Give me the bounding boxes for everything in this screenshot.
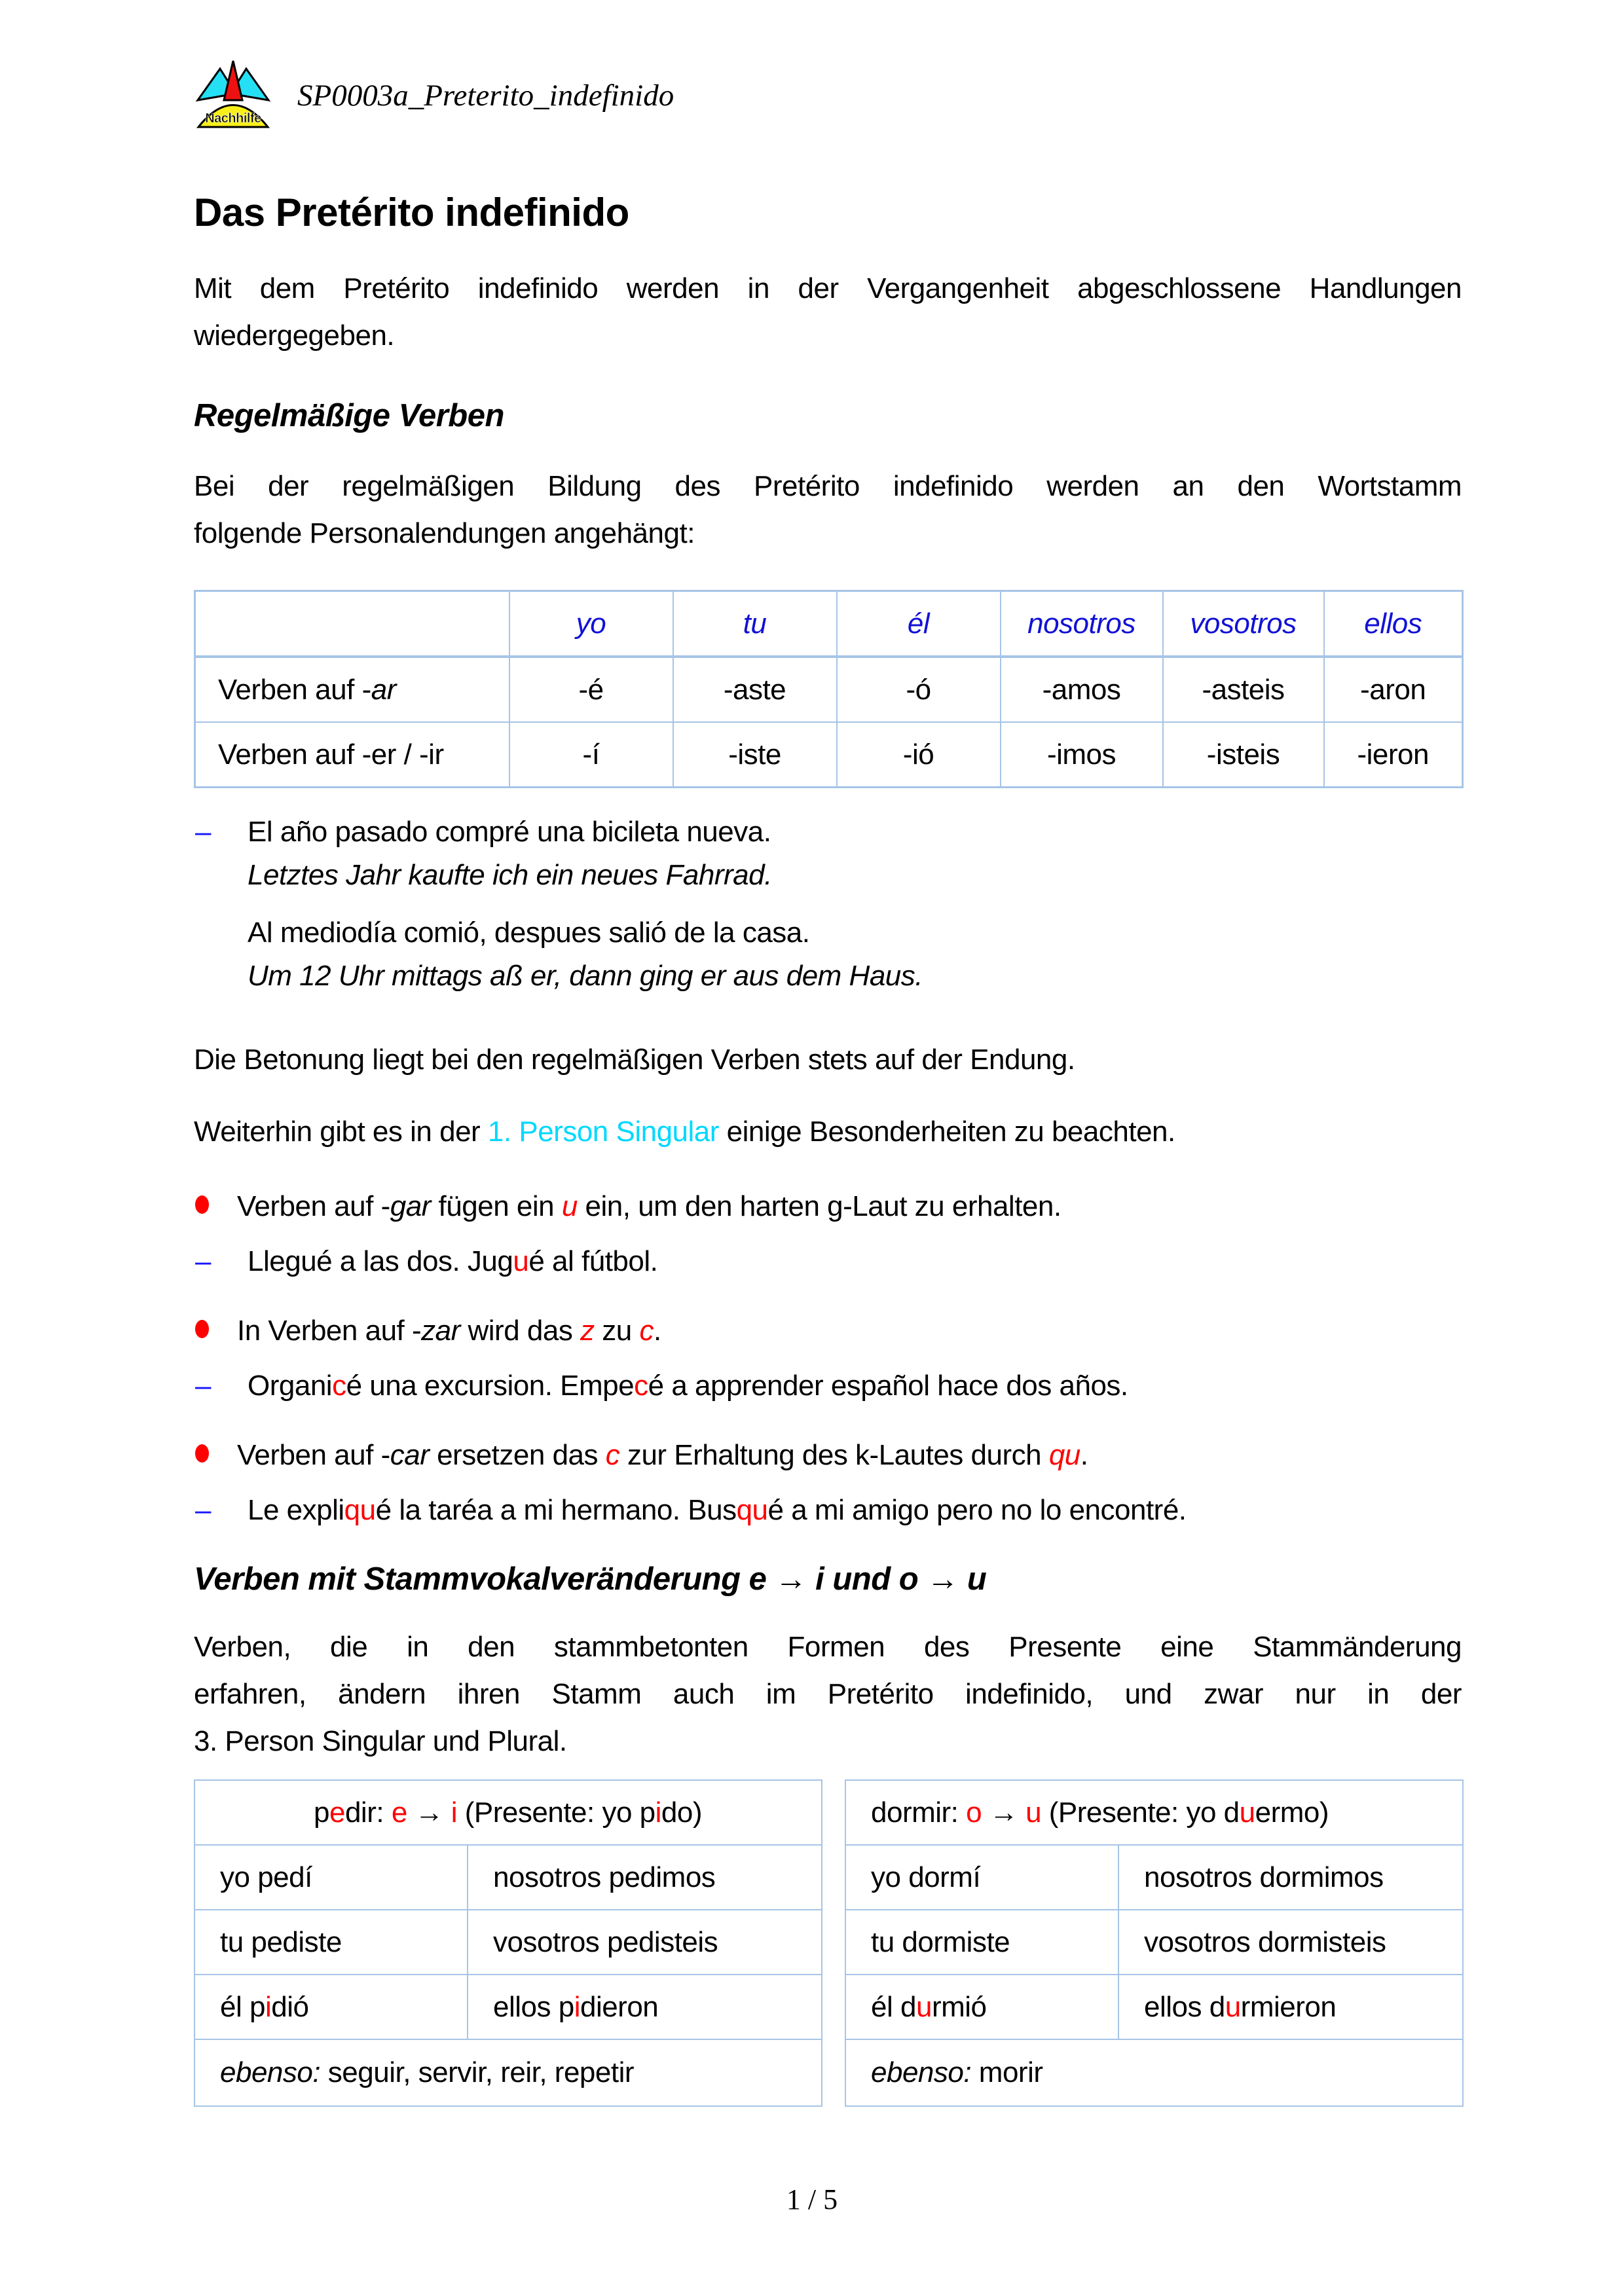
nachhilfe-logo-icon	[194, 60, 272, 132]
table-cell: -iste	[673, 722, 837, 788]
table-cell: él pidió	[194, 1975, 468, 2039]
table-cell: nosotros pedimos	[468, 1845, 822, 1910]
dormir-table	[845, 1779, 1464, 2107]
table-cell: ellos durmieron	[1118, 1975, 1463, 2039]
dash-icon: –	[195, 1245, 211, 1277]
rule-car: Verben auf -car ersetzen das c zur Erhaltung des k-Lautes durch qu.	[194, 1434, 1462, 1477]
bullet-icon	[195, 1320, 209, 1338]
column-header-yo: yo	[509, 591, 673, 657]
document-code: SP0003a_Preterito_indefinido	[297, 79, 674, 113]
table-cell: vosotros dormisteis	[1118, 1910, 1463, 1975]
dormir-table-note: ebenso: morir	[845, 2039, 1463, 2106]
rule-zar-example: – Organicé una excursion. Empecé a apprender español hace dos años.	[194, 1364, 1462, 1408]
table-cell: -í	[509, 722, 673, 788]
page-number: 1 / 5	[786, 2183, 838, 2215]
table-row-ar	[195, 657, 1463, 722]
paragraph-line: 3. Person Singular und Plural.	[194, 1725, 567, 1757]
dormir-table-header: dormir: o → u (Presente: yo duermo)	[845, 1780, 1463, 1845]
example-spanish: Al mediodía comió, despues salió de la casa.	[248, 917, 810, 949]
table-cell: vosotros pedisteis	[468, 1910, 822, 1975]
table-cell: nosotros dormimos	[1118, 1845, 1463, 1910]
dash-icon: –	[195, 1370, 211, 1402]
pedir-table-note: ebenso: seguir, servir, reir, repetir	[194, 2039, 822, 2106]
pedir-table-header: pedir: e → i (Presente: yo pido)	[194, 1780, 822, 1845]
section-heading-stem-change: Verben mit Stammvokalveränderung e → i und o → u	[194, 1561, 987, 1597]
column-header-ellos: ellos	[1324, 591, 1463, 657]
table-cell: -ó	[837, 657, 1001, 722]
table-corner-cell	[195, 591, 509, 657]
column-header-el: él	[837, 591, 1001, 657]
stress-note: Die Betonung liegt bei den regelmäßigen Verben stets auf der Endung.	[194, 1044, 1075, 1076]
table-cell: yo dormí	[845, 1845, 1118, 1910]
row-label: Verben auf -ar	[195, 657, 509, 722]
table-cell: -aste	[673, 657, 837, 722]
paragraph-line: Verben, die in den stammbetonten Formen des Presente eine Stammänderung	[194, 1631, 1462, 1663]
rule-zar: In Verben auf -zar wird das z zu c.	[194, 1309, 1462, 1353]
pedir-table	[194, 1779, 822, 2107]
example-german: Letztes Jahr kaufte ich ein neues Fahrrad.	[248, 859, 772, 891]
table-cell: -ió	[837, 722, 1001, 788]
table-cell: -ieron	[1324, 722, 1463, 788]
table-cell: -é	[509, 657, 673, 722]
table-cell: ellos pidieron	[468, 1975, 822, 2039]
regular-verbs-paragraph	[194, 463, 1462, 557]
example-spanish: – El año pasado compré una bicileta nueva.	[194, 811, 1462, 854]
table-cell: -aron	[1324, 657, 1463, 722]
special-note: Weiterhin gibt es in der 1. Person Singular einige Besonderheiten zu beachten.	[194, 1116, 1175, 1148]
table-header-row	[195, 591, 1463, 657]
paragraph-line: Bei der regelmäßigen Bildung des Pretérito indefinido werden an den Wortstamm	[194, 470, 1462, 502]
column-header-tu: tu	[673, 591, 837, 657]
column-header-vosotros: vosotros	[1163, 591, 1324, 657]
table-row-er-ir	[195, 722, 1463, 788]
table-cell: yo pedí	[194, 1845, 468, 1910]
table-cell: -amos	[1001, 657, 1163, 722]
intro-paragraph	[194, 265, 1462, 359]
bullet-icon	[195, 1195, 209, 1214]
svg-text:Nachhilfe: Nachhilfe	[205, 111, 261, 126]
rule-car-example: – Le expliqué la taréa a mi hermano. Busqué a mi amigo pero no lo encontré.	[194, 1489, 1462, 1532]
table-cell: -asteis	[1163, 657, 1324, 722]
table-cell: tu pediste	[194, 1910, 468, 1975]
table-cell: -isteis	[1163, 722, 1324, 788]
paragraph-line: Mit dem Pretérito indefinido werden in der Vergangenheit abgeschlossene Handlungen	[194, 272, 1462, 304]
dash-icon: –	[195, 816, 211, 848]
stem-change-tables	[194, 1779, 1462, 2107]
table-cell: él durmió	[845, 1975, 1118, 2039]
table-cell: -imos	[1001, 722, 1163, 788]
paragraph-line: wiedergegeben.	[194, 319, 395, 352]
paragraph-line: erfahren, ändern ihren Stamm auch im Pretérito indefinido, und zwar nur in der	[194, 1678, 1462, 1710]
examples-block	[194, 811, 1462, 998]
dash-icon: –	[195, 1494, 211, 1526]
rule-gar-example: – Llegué a las dos. Jugué al fútbol.	[194, 1240, 1462, 1283]
column-header-nosotros: nosotros	[1001, 591, 1163, 657]
example-german: Um 12 Uhr mittags aß er, dann ging er aus dem Haus.	[248, 960, 923, 992]
document-header	[194, 59, 1462, 132]
rule-gar: Verben auf -gar fügen ein u ein, um den harten g-Laut zu erhalten.	[194, 1185, 1462, 1228]
endings-table	[194, 590, 1464, 788]
page-title: Das Pretérito indefinido	[194, 191, 629, 234]
stem-change-paragraph	[194, 1624, 1462, 1765]
table-cell: tu dormiste	[845, 1910, 1118, 1975]
row-label: Verben auf -er / -ir	[195, 722, 509, 788]
bullet-icon	[195, 1444, 209, 1463]
section-heading-regular-verbs: Regelmäßige Verben	[194, 398, 504, 433]
paragraph-line: folgende Personalendungen angehängt:	[194, 517, 695, 549]
